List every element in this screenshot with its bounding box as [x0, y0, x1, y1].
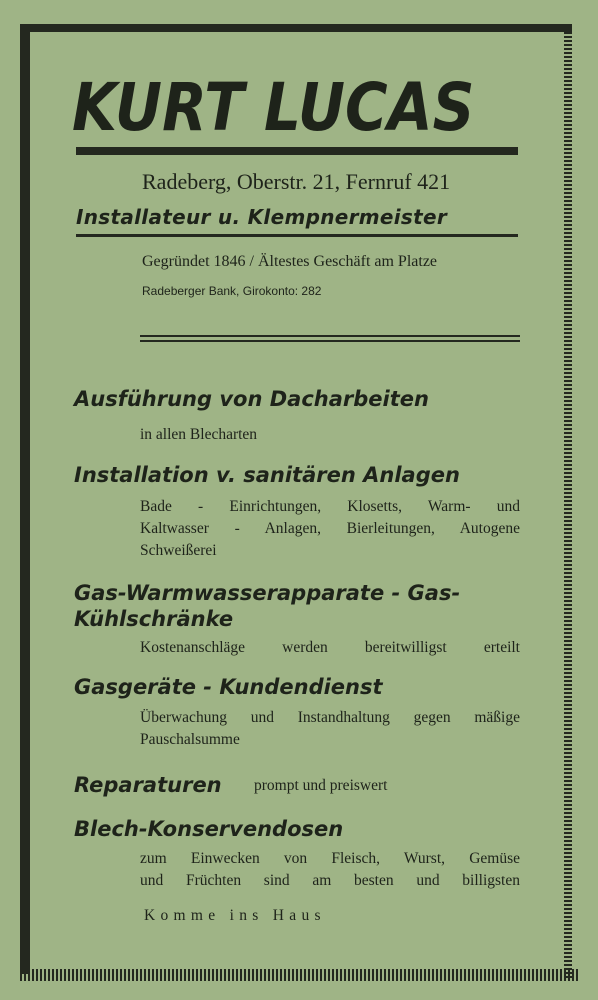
title-underline: [76, 147, 518, 155]
frame-bottom-border: [20, 969, 578, 981]
service-text-line: Kostenanschläge werden bereitwilligst erteilt: [140, 639, 520, 656]
service-text-tin-cans: [140, 848, 520, 892]
service-text-line: und Früchten sind am besten und billigsten: [140, 872, 520, 889]
service-heading-gas-refrigerators: Kühlschränke: [74, 607, 234, 631]
service-text-gas: [140, 637, 520, 659]
service-text-line: zum Einwecken von Fleisch, Wurst, Gemüse: [140, 850, 520, 867]
service-heading-gas-water-heaters: Gas-Warmwasserapparate - Gas-: [74, 581, 461, 605]
service-heading-roofing: Ausführung von Dacharbeiten: [74, 387, 429, 411]
frame-left-border: [20, 24, 30, 974]
frame-top-border: [20, 24, 572, 32]
trade-underline: [76, 234, 518, 237]
frame-right-border: [564, 24, 572, 979]
company-name: KURT LUCAS: [72, 69, 475, 146]
service-heading-customer-service: Gasgeräte - Kundendienst: [74, 675, 383, 699]
service-text-line: Schweißerei: [140, 542, 217, 559]
address-line: Radeberg, Oberstr. 21, Fernruf 421: [142, 169, 451, 194]
bank-line: Radeberger Bank, Girokonto: 282: [142, 284, 322, 298]
service-text-line: Pauschalsumme: [140, 731, 240, 748]
double-rule-divider: [140, 335, 520, 342]
service-text-customer-service: [140, 707, 520, 751]
service-heading-sanitary: Installation v. sanitären Anlagen: [74, 463, 460, 487]
service-text-repairs: prompt und preiswert: [254, 777, 388, 794]
service-heading-tin-cans: Blech-Konservendosen: [74, 817, 344, 841]
service-text-line: Kaltwasser - Anlagen, Bierleitungen, Autogene: [140, 520, 520, 537]
founded-line: Gegründet 1846 / Ältestes Geschäft am Platze: [142, 253, 438, 270]
closing-line: Komme ins Haus: [144, 907, 326, 924]
trade-line: Installateur u. Klempnermeister: [76, 205, 448, 229]
service-text-roofing: in allen Blecharten: [140, 426, 258, 443]
service-text-sanitary: [140, 496, 520, 562]
service-text-line: Bade - Einrichtungen, Klosetts, Warm- und: [140, 498, 520, 515]
service-text-line: Überwachung und Instandhaltung gegen mäßige: [140, 709, 520, 726]
service-heading-repairs: Reparaturen: [74, 773, 222, 797]
